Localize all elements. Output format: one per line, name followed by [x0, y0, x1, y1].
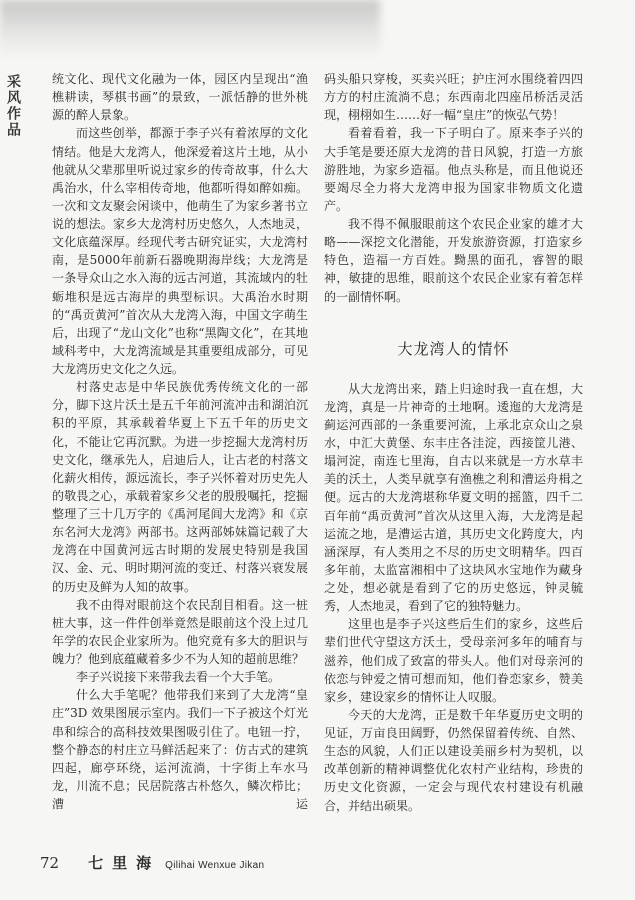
continued-paragraph: 统文化、现代文化融为一体，园区内呈现出“渔樵耕读，琴棋书画”的景致，一派恬静的世外桃源的醉人景象。 — [52, 72, 308, 123]
page-number: 72 — [40, 854, 60, 872]
journal-pinyin: Qilihai Wenxue Jikan — [165, 860, 265, 871]
journal-name: 七里海 — [88, 854, 161, 872]
article-paragraph: 而这些创举，都源于李子兴有着浓厚的文化情结。他是大龙湾人，他深爱着这片土地，从小他就从父辈那里听说过家乡的传奇故事，什么大禹治水，什么宰相传奇地，他都听得如醉如痴。一次和文友聚会闲谈中，他萌生了为家乡著书立说的想法。家乡大龙湾村历史悠久，人杰地灵，文化底蕴深厚。经现代考古研究证实，大龙湾村南，是5000年前新石器晚期海岸线；大龙湾是一条导众山之水入海的远古河道，其流域内的牡蛎堆积是远古海岸的典型标识。大禹治水时期的“禹贡黄河”首次从大龙湾入海，中国文字萌生后，出现了“龙山文化”也称“黑陶文化”，在其地域科考中，大龙湾流域是其重要组成部分，可见大龙湾历史文化之久远。 — [52, 126, 308, 376]
article-paragraph: 这里也是李子兴这些后生们的家乡，这些后辈们世代守望这方沃土，受母亲河多年的哺育与滋养，他们成了致富的带头人。他们对母亲河的依恋与钟爱之情可想而知，他们眷恋家乡，赞美家乡，建设家乡的情怀让人叹服。 — [324, 617, 583, 704]
article-paragraph: 什么大手笔呢？他带我们来到了大龙湾“皇庄”3D 效果图展示室内。我们一下子被这个灯光串和综合的高科技效果图吸引住了。电钮一拧，整个静态的村庄立马鲜活起来了：仿古式的建筑四起，廊亭环绕，运河流淌，十字街上车水马龙，川流不息；民居院落古朴悠久，鳞次栉比；漕运 — [52, 688, 308, 811]
article-paragraph: 今天的大龙湾，正是数千年华夏历史文明的见证，万亩良田阔野，仍然保留着传统、自然、生态的风貌，人们正以建设美丽乡村为契机，以改革创新的精神调整优化农村产业结构，珍贵的历史文化资源，一定会与现代农村建设有机融合，并结出硕果。 — [324, 707, 583, 813]
left-column — [52, 70, 308, 813]
section-heading: 大龙湾人的情怀 — [397, 339, 510, 358]
right-column — [324, 70, 583, 815]
article-paragraph: 李子兴说接下来带我去看一个大手笔。 — [76, 670, 281, 685]
section-label: 采风作品 — [5, 74, 21, 138]
article-paragraph: 从大龙湾出来，踏上归途时我一直在想，大龙湾，真是一片神奇的土地啊。逶迤的大龙湾是蓟运河西部的一条重要河流，上承北京众山之泉水，中汇大黄堡、东丰庄各洼淀，西接筐儿港、塌河淀，南连七里海，自古以来就是一方水草丰美的沃土，人类早就享有渔樵之利和漕运舟楫之便。远古的大龙湾堪称华夏文明的摇篮，四千二百年前“禹贡黄河”首次从这里入海，大龙湾是起运流之地，是漕运古道，其历史文化跨度大，内涵深厚，有人类用之不尽的历史文明精华。四百多年前，太监富湘相中了这块风水宝地作为藏身之处，想必就是看到了它的历史悠远，钟灵毓秀，人杰地灵，看到了它的独特魅力。 — [324, 381, 583, 614]
continued-paragraph: 码头船只穿梭，买卖兴旺；护庄河水围绕着四四方方的村庄流淌不息；东西南北四座吊桥活灵活现，栩栩如生……好一幅“皇庄”的恢弘气势！ — [324, 72, 583, 123]
article-paragraph: 我不由得对眼前这个农民刮目相看。这一桩桩大事，这一件件创举竟然是眼前这个没上过几年学的农民企业家所为。他究竟有多大的胆识与魄力？他到底蕴藏着多少不为人知的超前思维？ — [52, 597, 308, 666]
article-paragraph: 村落史志是中华民族优秀传统文化的一部分，脚下这片沃土是五千年前河流冲击和湖泊沉积的平原，其承载着华夏上下五千年的历史文化，不能让它再沉默。为进一步挖掘大龙湾村历史文化，继承先人，启迪后人，让古老的村落文化薪火相传，源远流长，李子兴怀着对历史先人的敬畏之心，承载着家乡父老的殷殷嘱托，挖掘整理了三十几万字的《禹河尾闾大龙湾》和《京东名河大龙湾》两部书。这两部姊妹篇记载了大龙湾在中国黄河远古时期的发展史特别是我国汉、金、元、明时期河流的变迁、村落兴衰发展的历史及鲜为人知的故事。 — [52, 380, 308, 594]
scan-shadow — [0, 0, 380, 58]
article-paragraph: 看着看着，我一下子明白了。原来李子兴的大手笔是要还原大龙湾的昔日风貌，打造一方旅游胜地，为家乡造福。他点头称是，而且他说还要竭尽全力将大龙湾申报为国家非物质文化遗产。 — [324, 126, 583, 213]
page-footer — [40, 852, 264, 873]
article-paragraph: 我不得不佩服眼前这个农民企业家的雄才大略——深挖文化潜能，开发旅游资源，打造家乡特色，造福一方百姓。黝黑的面孔，睿智的眼神，敏捷的思维，眼前这个农民企业家有着怎样的一副情怀啊。 — [324, 217, 583, 304]
